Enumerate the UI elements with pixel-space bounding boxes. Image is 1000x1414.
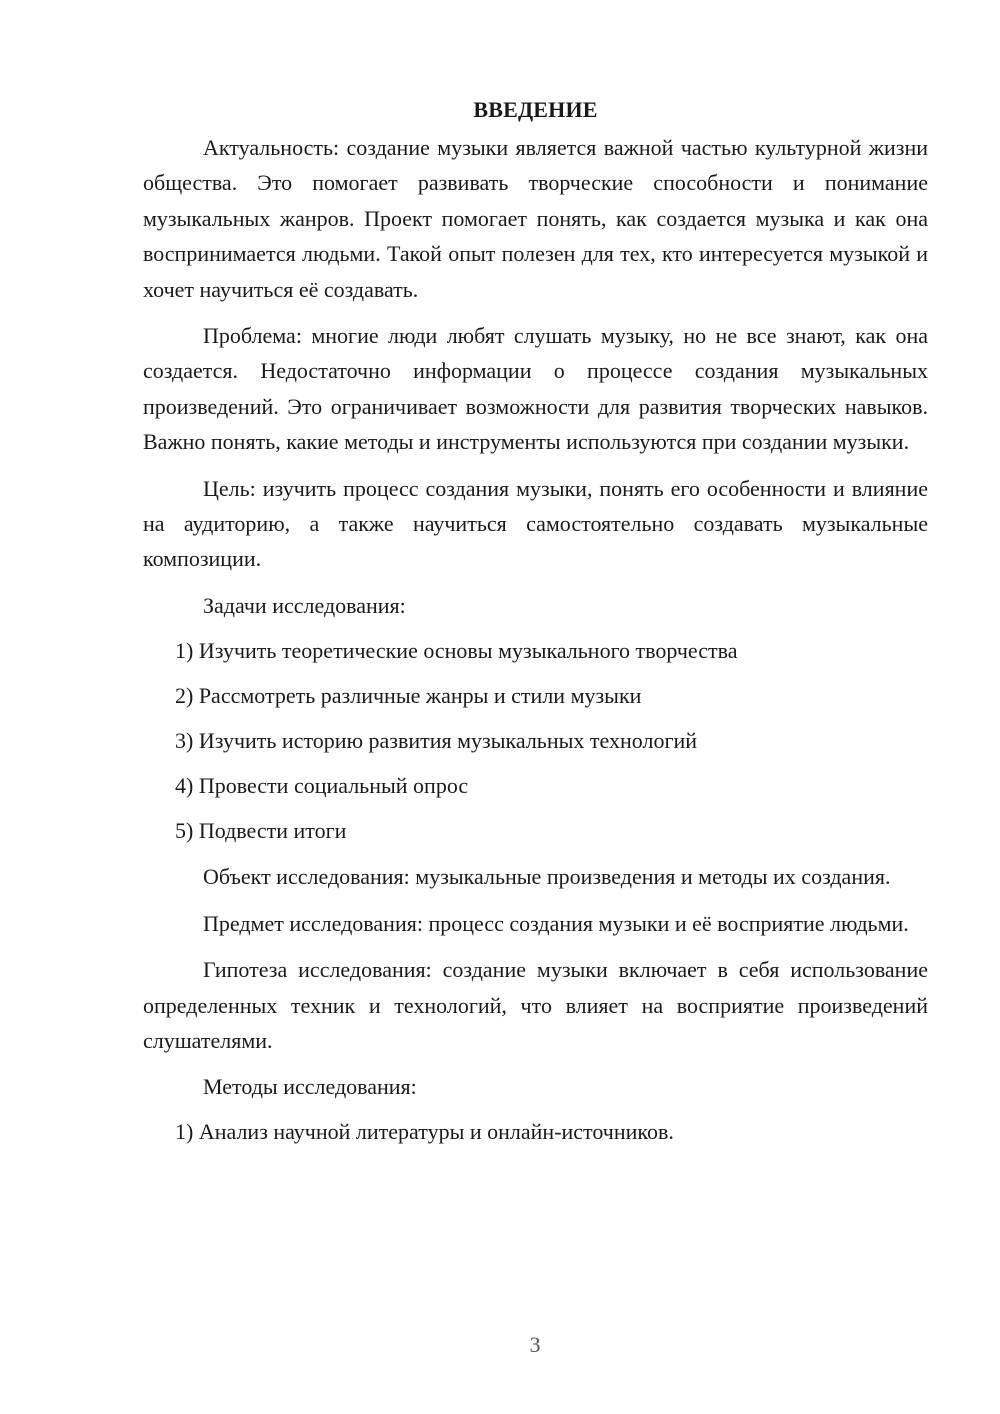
hypothesis-paragraph: Гипотеза исследования: создание музыки включает в себя использование определенных техник и технологий, что влияет на восприятие произведений слушателями. [143,957,928,1053]
object-paragraph: Объект исследования: музыкальные произведения и методы их создания. [203,864,891,890]
goal-paragraph: Цель: изучить процесс создания музыки, понять его особенности и влияние на аудиторию, а также научиться самостоятельно создавать музыкальные композиции. [143,475,928,572]
document-page [143,92,928,1150]
list-item: 1) Анализ научной литературы и онлайн-источников. [175,1119,674,1145]
tasks-heading: Задачи исследования: [203,592,406,618]
list-item: 3) Изучить историю развития музыкальных технологий [175,727,698,753]
list-item: 2) Рассмотреть различные жанры и стили музыки [175,682,642,708]
list-item: 5) Подвести итоги [175,817,347,843]
methods-heading: Методы исследования: [203,1074,417,1100]
list-item: 1) Изучить теоретические основы музыкального творчества [175,637,738,663]
tasks-list [143,633,928,848]
list-item: 4) Провести социальный опрос [175,772,469,798]
page-title: ВВЕДЕНИЕ [473,97,598,122]
problem-paragraph: Проблема: многие люди любят слушать музыку, но не все знают, как она создается. Недостаточно информации о процессе создания музыкальных произведений. Это ограничивает возможности для развития творческих навыков. Важно понять, какие методы и инструменты используются при создании музыки. [143,323,928,455]
subject-paragraph: Предмет исследования: процесс создания музыки и её восприятие людьми. [203,910,909,936]
relevance-paragraph: Актуальность: создание музыки является важной частью культурной жизни общества. Это помогает развивать творческие способности и понимание музыкальных жанров. Проект помогает понять, как создается музыка и как она воспринимается людьми. Такой опыт полезен для тех, кто интересуется музыкой и хочет научиться её создавать. [143,135,928,302]
page-number: 3 [529,1332,541,1357]
methods-list [143,1114,928,1149]
